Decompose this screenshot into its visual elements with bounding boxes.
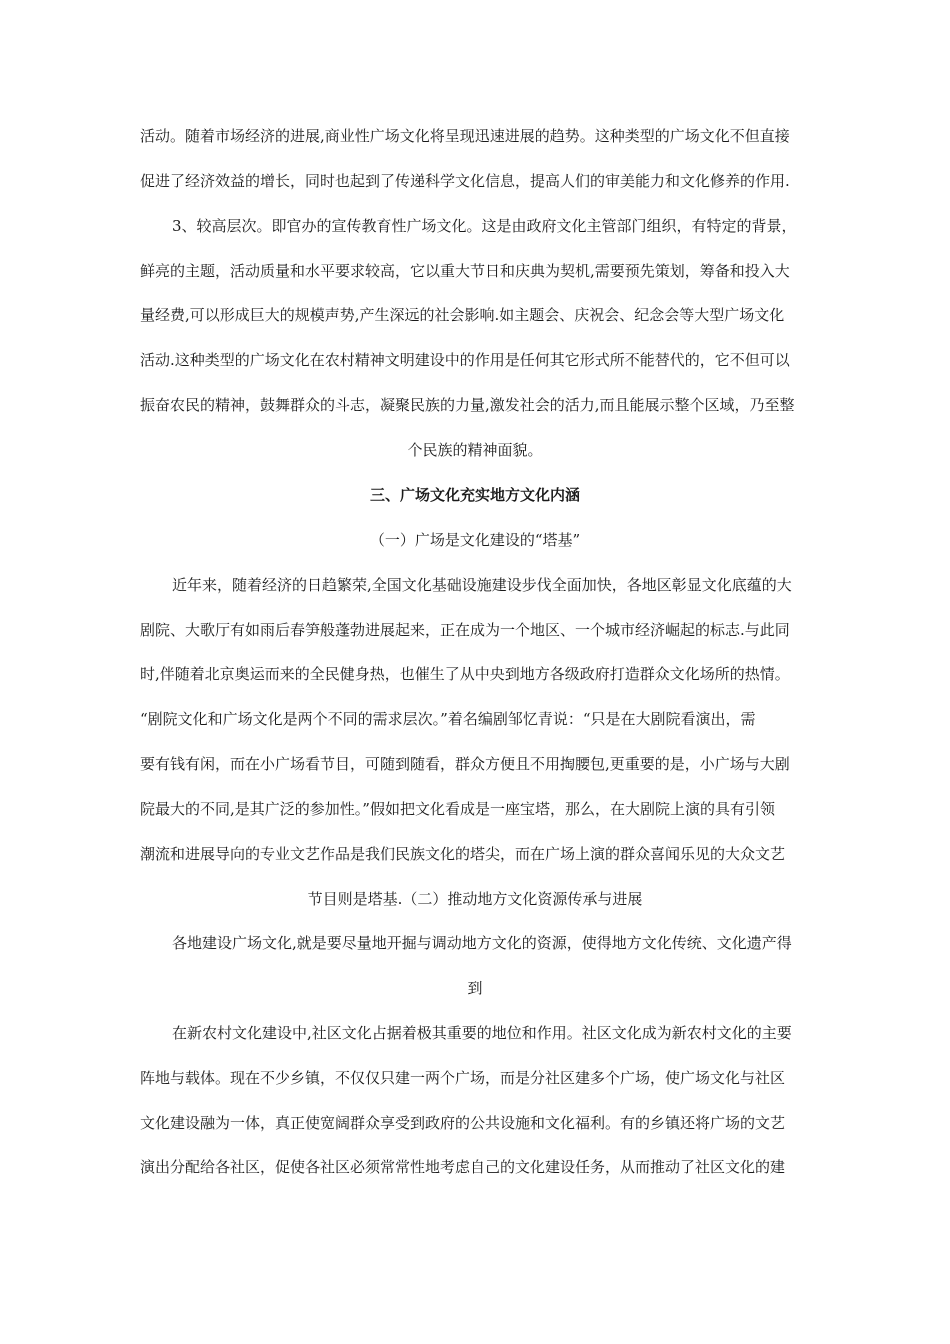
- text-line: 在新农村文化建设中,社区文化占据着极其重要的地位和作用。社区文化成为新农村文化的主要: [172, 1024, 792, 1042]
- text-line: 振奋农民的精神，鼓舞群众的斗志，凝聚民族的力量,激发社会的活力,而且能展示整个区域，乃至整: [140, 396, 795, 414]
- text-line: 促进了经济效益的增长，同时也起到了传递科学文化信息，提高人们的审美能力和文化修养的作用.: [140, 172, 790, 190]
- text-line: 各地建设广场文化,就是要尽量地开掘与调动地方文化的资源，使得地方文化传统、文化遗产得: [172, 934, 792, 952]
- text-line: 潮流和进展导向的专业文艺作品是我们民族文化的塔尖，而在广场上演的群众喜闻乐见的大众文艺: [140, 845, 786, 863]
- subsection-heading: （一）广场是文化建设的“塔基”: [369, 531, 581, 549]
- text-line: “剧院文化和广场文化是两个不同的需求层次。”着名编剧邹忆青说：“只是在大剧院看演出，需: [140, 710, 756, 728]
- section-heading: 三、广场文化充实地方文化内涵: [369, 486, 580, 504]
- text-line: 近年来，随着经济的日趋繁荣,全国文化基础设施建设步伐全面加快，各地区彰显文化底蕴的大: [172, 576, 792, 594]
- text-line: 到: [467, 979, 483, 997]
- text-line: 阵地与载体。现在不少乡镇，不仅仅只建一两个广场，而是分社区建多个广场，使广场文化与社区: [140, 1069, 786, 1087]
- text-line: 量经费,可以形成巨大的规模声势,产生深远的社会影响.如主题会、庆祝会、纪念会等大型广场文化: [140, 306, 785, 324]
- text-line: 文化建设融为一体，真正使宽阔群众享受到政府的公共设施和文化福利。有的乡镇还将广场的文艺: [140, 1114, 786, 1132]
- text-line: 活动。随着市场经济的进展,商业性广场文化将呈现迅速进展的趋势。这种类型的广场文化不但直接: [140, 127, 790, 145]
- text-line: 鲜亮的主题，活动质量和水平要求较高，它以重大节日和庆典为契机,需要预先策划，筹备和投入大: [140, 262, 790, 280]
- text-line: 演出分配给各社区，促使各社区必须常常性地考虑自己的文化建设任务，从而推动了社区文化的建: [140, 1158, 786, 1176]
- text-line: 3、较高层次。即官办的宣传教育性广场文化。这是由政府文化主管部门组织，有特定的背景，: [172, 217, 797, 235]
- text-line: 院最大的不同,是其广泛的参加性。”假如把文化看成是一座宝塔，那么，在大剧院上演的具有引领: [140, 800, 775, 818]
- text-line: 剧院、大歌厅有如雨后春笋般蓬勃进展起来，正在成为一个地区、一个城市经济崛起的标志.与此同: [140, 621, 790, 639]
- text-line: 活动.这种类型的广场文化在农村精神文明建设中的作用是任何其它形式所不能替代的，它不但可以: [140, 351, 790, 369]
- text-line: 节目则是塔基.（二）推动地方文化资源传承与进展: [307, 890, 643, 908]
- text-line: 要有钱有闲，而在小广场看节目，可随到随看，群众方便且不用掏腰包,更重要的是，小广场与大剧: [140, 755, 790, 773]
- text-line: 时,伴随着北京奥运而来的全民健身热，也催生了从中央到地方各级政府打造群众文化场所的热情。: [140, 665, 790, 683]
- text-line: 个民族的精神面貌。: [407, 441, 543, 459]
